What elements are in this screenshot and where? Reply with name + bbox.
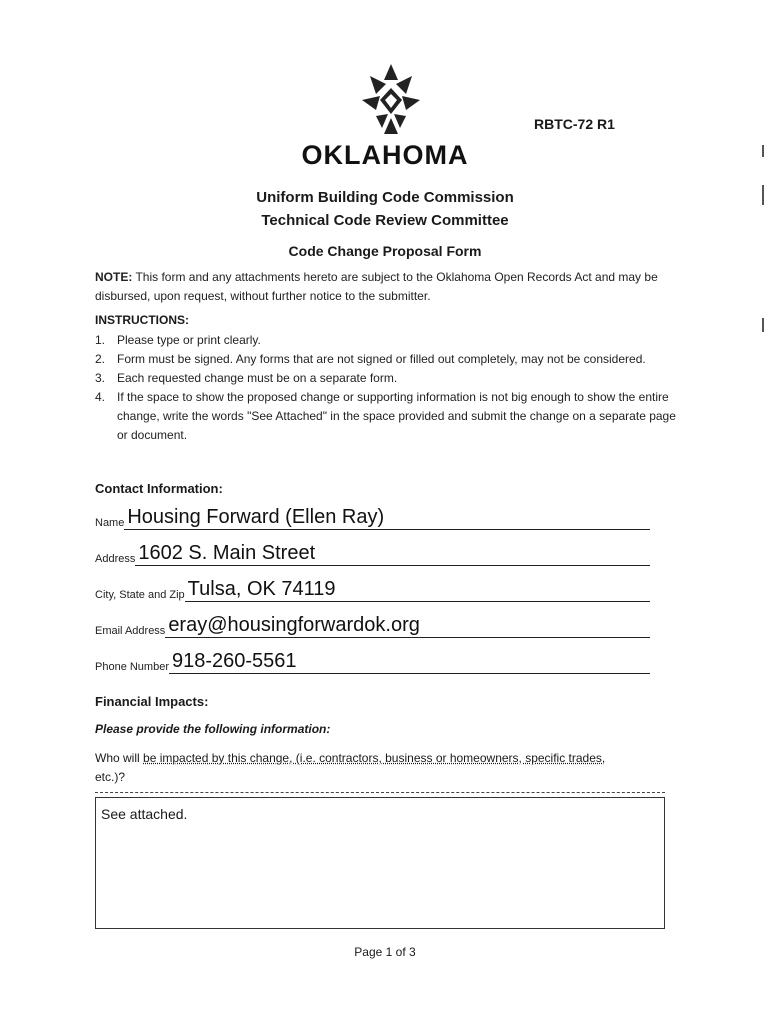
- phone-label: Phone Number: [95, 661, 169, 673]
- note-label: NOTE:: [95, 270, 133, 284]
- name-label: Name: [95, 517, 125, 529]
- instruction-number: 3.: [95, 371, 106, 385]
- financial-question: [95, 749, 675, 787]
- instructions-list: [95, 331, 685, 445]
- instruction-item: [95, 369, 685, 388]
- brand-wordmark: OKLAHOMA: [301, 140, 469, 170]
- financial-answer-box[interactable]: [95, 797, 665, 929]
- scan-edge-mark: [762, 145, 764, 157]
- name-field[interactable]: Housing Forward (Ellen Ray): [124, 505, 650, 530]
- note-paragraph: [95, 268, 680, 306]
- instruction-text: Please type or print clearly.: [117, 333, 261, 347]
- oklahoma-star-logo: [358, 62, 424, 136]
- question-end: etc.)?: [95, 770, 126, 784]
- email-label: Email Address: [95, 625, 166, 637]
- name-field-row: [95, 500, 650, 530]
- page-number: Page 1 of 3: [354, 945, 416, 959]
- address-field[interactable]: 1602 S. Main Street: [135, 541, 650, 566]
- divider: [95, 792, 665, 793]
- form-title: Code Change Proposal Form: [288, 243, 482, 259]
- scan-edge-mark: [762, 318, 764, 332]
- title-line-1: Uniform Building Code Commission: [256, 189, 514, 206]
- address-label: Address: [95, 553, 136, 565]
- scan-edge-mark: [762, 185, 764, 205]
- instruction-item: [95, 331, 685, 350]
- note-text: This form and any attachments hereto are subject to the Oklahoma Open Records Act and may be disbursed, upon request, without further notice to the submitter.: [95, 270, 658, 303]
- instructions-title: INSTRUCTIONS:: [95, 313, 189, 327]
- question-underlined: be impacted by this change, (i.e. contractors, business or homeowners, specific trades,: [143, 751, 606, 765]
- financial-answer-text: See attached.: [101, 806, 188, 822]
- email-field[interactable]: eray@housingforwardok.org: [165, 613, 650, 638]
- city-field[interactable]: Tulsa, OK 74119: [185, 577, 650, 602]
- instruction-text: Each requested change must be on a separate form.: [117, 371, 398, 385]
- phone-field-row: [95, 644, 650, 674]
- form-id: RBTC-72 R1: [534, 116, 615, 132]
- financial-section-title: Financial Impacts:: [95, 694, 209, 709]
- instruction-number: 1.: [95, 333, 106, 347]
- financial-subtitle: Please provide the following information:: [95, 722, 331, 736]
- city-label: City, State and Zip: [95, 589, 185, 601]
- instruction-text: Form must be signed. Any forms that are not signed or filled out completely, may not be considered.: [117, 352, 646, 366]
- instruction-number: 2.: [95, 352, 106, 366]
- city-field-row: [95, 572, 650, 602]
- instruction-item: [95, 388, 685, 445]
- instruction-item: [95, 350, 685, 369]
- email-field-row: [95, 608, 650, 638]
- phone-field[interactable]: 918-260-5561: [169, 649, 650, 674]
- title-line-2: Technical Code Review Committee: [261, 212, 509, 229]
- instruction-text: If the space to show the proposed change or supporting information is not big enough to show the entire change, write the words "See Attached" in the space provided and submit the change on a separate page or document.: [117, 390, 676, 442]
- instruction-number: 4.: [95, 390, 106, 404]
- question-start: Who will: [95, 751, 144, 765]
- contact-section-title: Contact Information:: [95, 481, 223, 496]
- address-field-row: [95, 536, 650, 566]
